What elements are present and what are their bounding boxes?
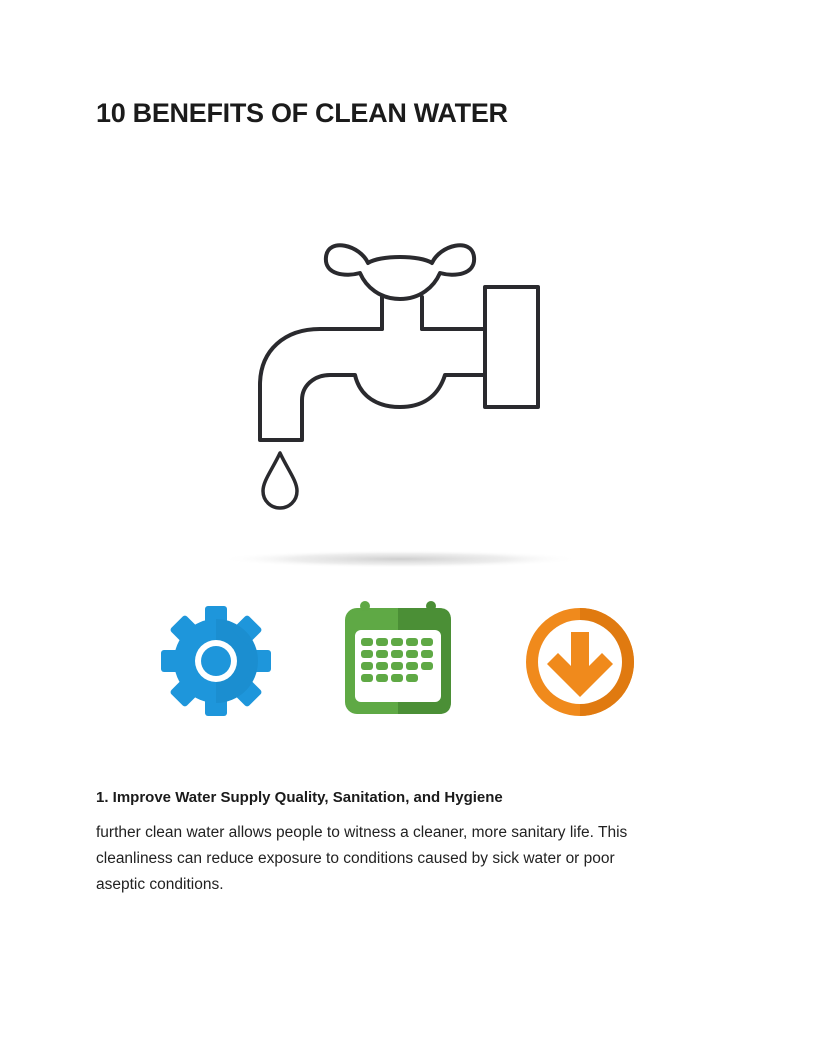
section-body: further clean water allows people to witness a cleaner, more sanitary life. This cleanliness can reduce exposure to conditions caused by sick water or poor aseptic conditions. [96, 824, 628, 893]
download-arrow-icon [526, 608, 634, 716]
clean-water-illustration [150, 225, 650, 735]
section-heading: 1. Improve Water Supply Quality, Sanitation, and Hygiene [96, 789, 503, 806]
faucet-shadow [220, 550, 580, 568]
calendar-icon [345, 601, 451, 714]
page-title: 10 BENEFITS OF CLEAN WATER [96, 98, 508, 128]
faucet-icon [260, 245, 538, 440]
water-drop-icon [263, 453, 297, 508]
gear-icon [161, 606, 271, 716]
